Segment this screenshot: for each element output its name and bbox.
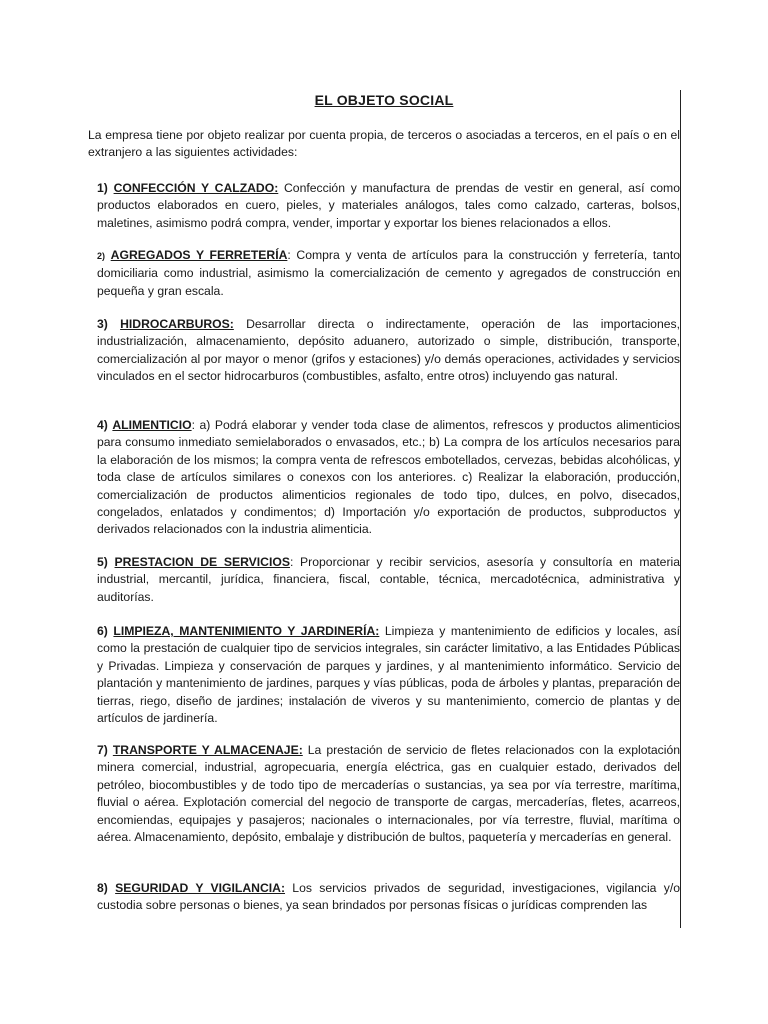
item-number: 3) <box>97 317 108 331</box>
item-number: 2) <box>97 251 106 261</box>
item-text: : Proporcionar y recibir servicios, asesoría y consultoría en materia industrial, mercantil, jurídica, financiera, fiscal, contable, técnica, mercadotécnica, administrativa y auditorías. <box>97 555 680 604</box>
document-title: EL OBJETO SOCIAL <box>314 92 454 108</box>
item-number: 8) <box>97 881 108 895</box>
item-heading: LIMPIEZA, MANTENIMIENTO Y JARDINERÍA: <box>113 624 380 638</box>
item-heading: AGREGADOS Y FERRETERÍA <box>110 248 288 262</box>
activity-item-limpieza <box>97 623 680 727</box>
item-number: 7) <box>97 743 108 757</box>
item-number: 1) <box>97 181 108 195</box>
activity-item-transporte <box>97 742 680 846</box>
activity-item-prestacion-servicios <box>97 554 680 606</box>
activity-item-hidrocarburos <box>97 316 680 386</box>
item-text: Los servicios privados de seguridad, investigaciones, vigilancia y/o custodia sobre personas o bienes, ya sean brindados por personas físicas o jurídicas comprenden las <box>97 881 680 913</box>
page-margin-rule <box>680 90 681 928</box>
item-text: La prestación de servicio de fletes relacionados con la explotación minera comercial, industrial, agropecuaria, energía eléctrica, gas en cualquier estado, derivados del petróleo, biocombustibles y de todo tipo de mercaderías o sustancias, ya sea por vía terrestre, marítima, fluvial o aérea. Explotación comercial del negocio de transporte de cargas, mercaderías, fletes, acarreos, encomiendas, equipajes y pasajeros; nacionales o internacionales, por vía terrestre, fluvial, marítima o aérea. Almacenamiento, depósito, embalaje y distribución de bultos, paquetería y mercaderías en general. <box>97 743 681 845</box>
item-heading: HIDROCARBUROS: <box>120 317 234 331</box>
item-heading: SEGURIDAD Y VIGILANCIA: <box>115 881 286 895</box>
item-text: Limpieza y mantenimiento de edificios y locales, así como la prestación de cualquier tipo de servicios integrales, sin carácter limitativo, a las Entidades Públicas y Privadas. Limpieza y conservación de parques y jardines, y al mantenimiento informático. Servicio de plantación y mantenimiento de jardines, parques y vías públicas, poda de árboles y plantas, preparación de tierras, riego, diseño de jardines; instalación de viveros y su mantenimiento, comercio de plantas y de artículos de jardinería. <box>97 624 680 726</box>
activity-item-agregados <box>97 247 680 300</box>
item-heading: TRANSPORTE Y ALMACENAJE: <box>112 743 303 757</box>
item-number: 5) <box>97 555 108 569</box>
item-text: : a) Podrá elaborar y vender toda clase de alimentos, refrescos y productos alimenticios para consumo inmediato semielaborados o envasados, etc.; b) La compra de los artículos necesarios para la elaboración de los mismos; la compra venta de refrescos embotellados, cervezas, bebidas alcohólicas, y toda clase de artículos similares o conexos con los anteriores. c) Realizar la elaboración, producción, comercialización de productos alimenticios regionales de todo tipo, dulces, en polvo, disecados, congelados, enlatados y condimentos; d) Importación y/o exportación de productos, subproductos y derivados relacionados con la industria alimenticia. <box>97 418 680 537</box>
item-text: : Compra y venta de artículos para la construcción y ferretería, tanto domiciliaria como industrial, asimismo la comercialización de cemento y agregados de construcción en pequeña y gran escala. <box>97 248 680 298</box>
item-text: Confección y manufactura de prendas de vestir en general, así como productos elaborados en cuero, pieles, y materiales análogos, tales como calzado, carteras, bolsos, maletines, asimismo podrá compra, vender, importar y exportar los bienes relacionados a ellos. <box>97 181 680 230</box>
activity-item-seguridad <box>97 880 680 915</box>
item-text: Desarrollar directa o indirectamente, operación de las importaciones, industrialización, almacenamiento, depósito aduanero, autorizado o simple, distribución, transporte, comercialización al por mayor o menor (grifos y estaciones) y/o demás operaciones, actividades y servicios vinculados en el sector hidrocarburos (combustibles, asfalto, entre otros) incluyendo gas natural. <box>97 317 680 384</box>
intro-paragraph: La empresa tiene por objeto realizar por cuenta propia, de terceros o asociadas a terceros, en el país o en el extranjero a las siguientes actividades: <box>88 128 680 160</box>
activity-item-confeccion <box>97 180 680 232</box>
item-heading: ALIMENTICIO <box>112 418 192 432</box>
item-number: 4) <box>97 418 108 432</box>
activity-item-alimenticio <box>97 417 680 539</box>
item-heading: PRESTACION DE SERVICIOS <box>114 555 290 569</box>
item-number: 6) <box>97 624 108 638</box>
item-heading: CONFECCIÓN Y CALZADO: <box>113 181 279 195</box>
